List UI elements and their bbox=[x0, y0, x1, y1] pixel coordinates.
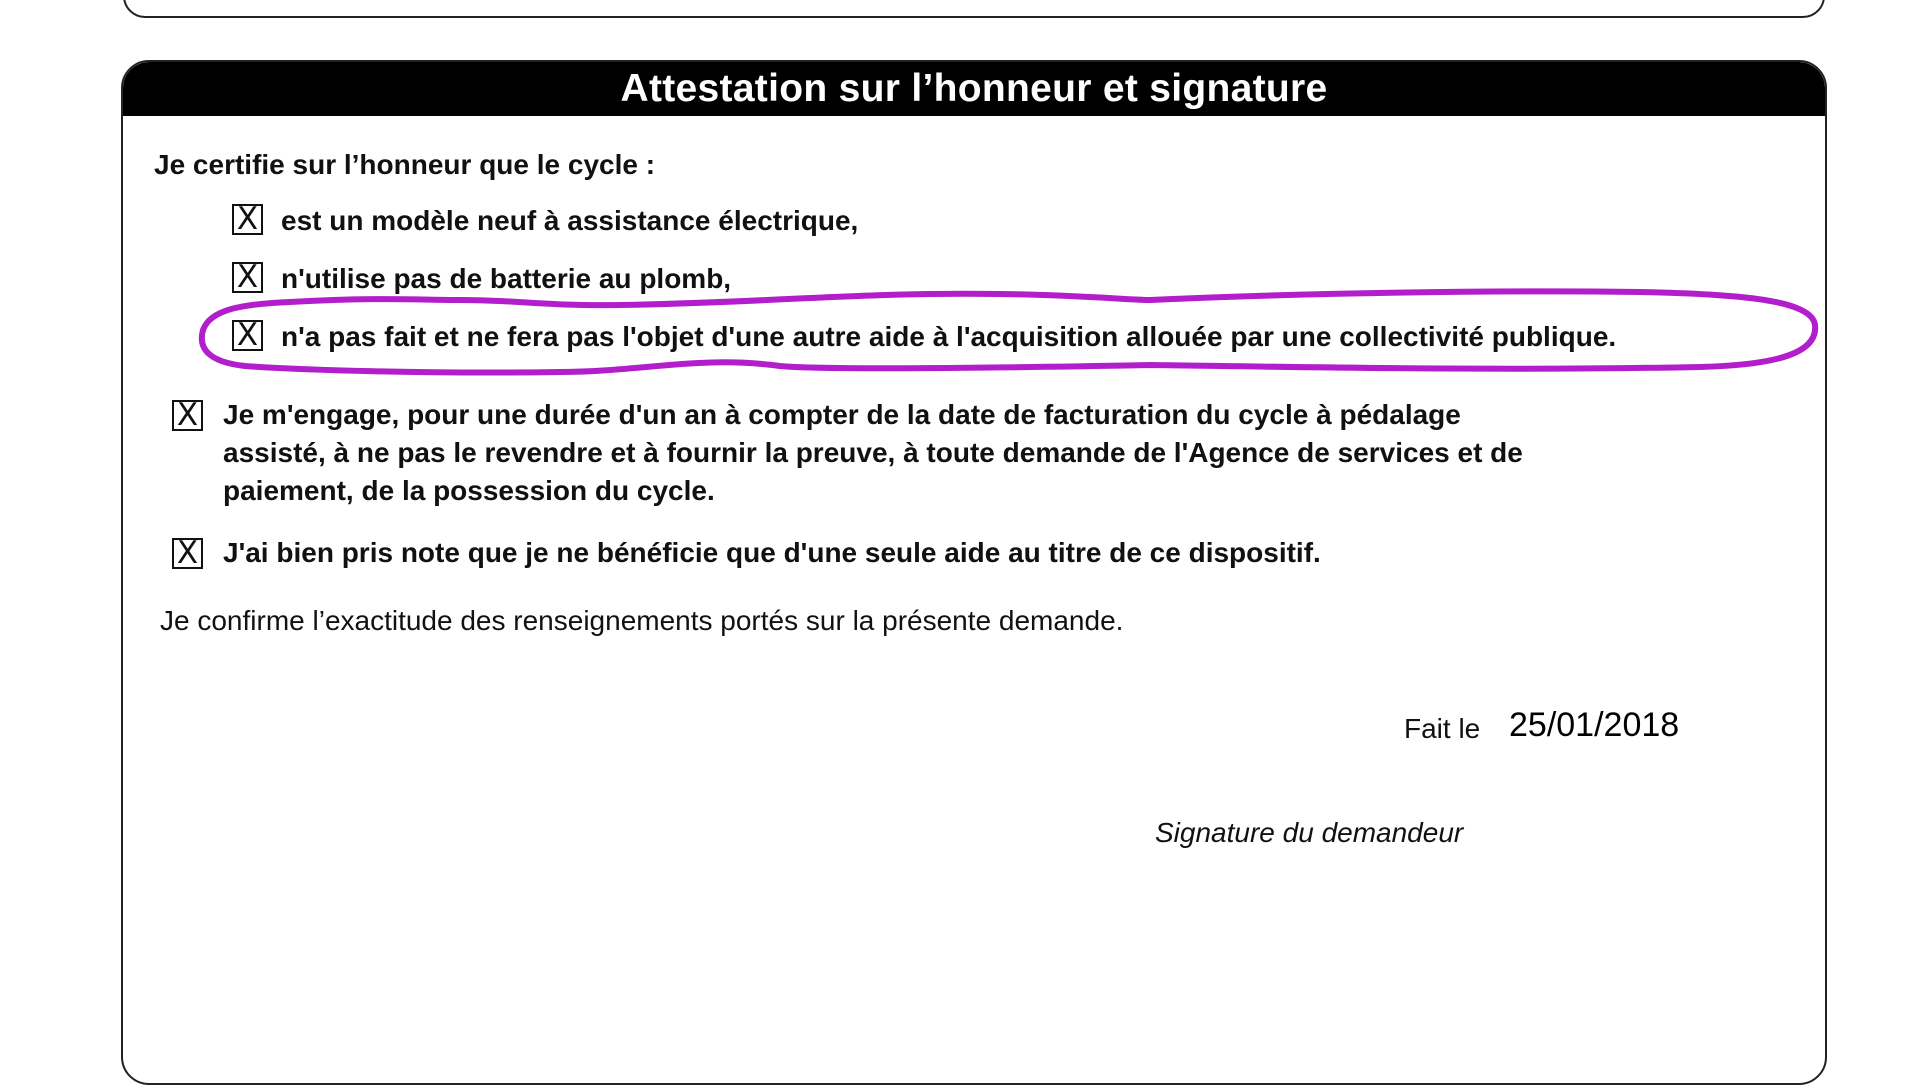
checkbox-new-model[interactable] bbox=[232, 201, 263, 237]
certification-new-model: est un modèle neuf à assistance électrique, bbox=[281, 205, 859, 236]
checkbox-mark: X bbox=[236, 201, 259, 237]
checkbox-commitment[interactable] bbox=[172, 397, 203, 433]
previous-section-box bbox=[123, 0, 1825, 18]
commitment-paragraph bbox=[223, 396, 1523, 510]
certification-no-other-aid: n'a pas fait et ne fera pas l'objet d'une autre aide à l'acquisition allouée par une collectivité publique. bbox=[281, 321, 1617, 352]
checkbox-mark: X bbox=[236, 317, 259, 353]
date-value[interactable]: 25/01/2018 bbox=[1509, 706, 1680, 744]
commitment-line: paiement, de la possession du cycle. bbox=[223, 475, 715, 506]
signature-label: Signature du demandeur bbox=[1155, 817, 1464, 848]
date-label: Fait le bbox=[1404, 713, 1481, 744]
checkbox-acknowledgement[interactable] bbox=[172, 535, 203, 571]
commitment-line: assisté, à ne pas le revendre et à fournir la preuve, à toute demande de l'Agence de services et de bbox=[223, 437, 1523, 468]
confirmation-statement: Je confirme l’exactitude des renseignements portés sur la présente demande. bbox=[160, 605, 1124, 636]
certification-no-lead-battery: n'utilise pas de batterie au plomb, bbox=[281, 263, 732, 294]
checkbox-mark: X bbox=[176, 535, 199, 571]
checkbox-mark: X bbox=[176, 397, 199, 433]
section-title: Attestation sur l’honneur et signature bbox=[620, 67, 1328, 110]
checkbox-mark: X bbox=[236, 259, 259, 295]
checkbox-no-lead-battery[interactable] bbox=[232, 259, 263, 295]
acknowledgement-text: J'ai bien pris note que je ne bénéficie que d'une seule aide au titre de ce dispositif. bbox=[223, 537, 1321, 568]
certification-intro: Je certifie sur l’honneur que le cycle : bbox=[154, 149, 656, 180]
commitment-line: Je m'engage, pour une durée d'un an à compter de la date de facturation du cycle à pédalage bbox=[223, 399, 1461, 430]
checkbox-no-other-aid[interactable] bbox=[232, 317, 263, 353]
